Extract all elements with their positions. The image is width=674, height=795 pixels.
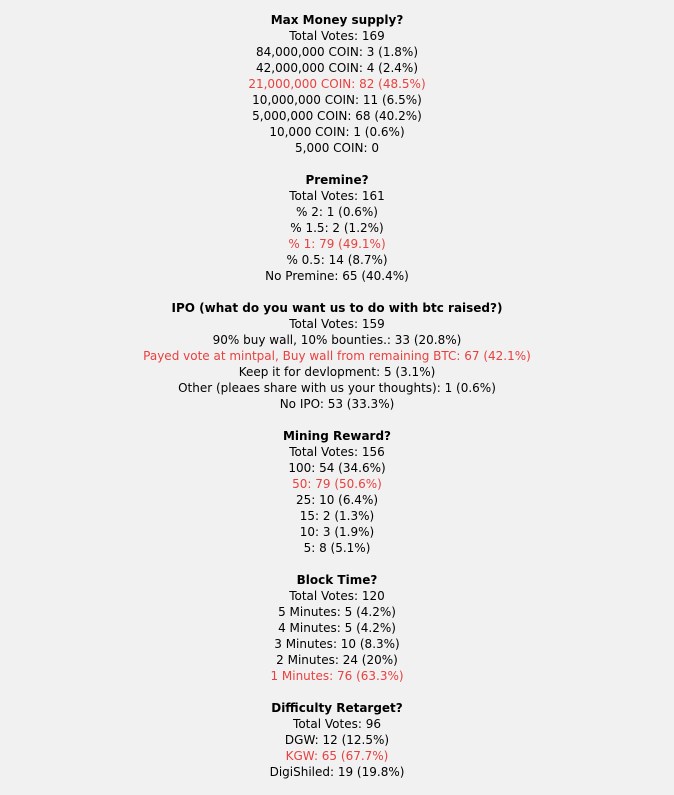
poll-total-votes: Total Votes: 161 (289, 189, 385, 203)
poll-option: 10,000 COIN: 1 (0.6%) (269, 125, 405, 139)
poll-option: DigiShiled: 19 (19.8%) (269, 765, 405, 779)
poll-option-winner: % 1: 79 (49.1%) (288, 237, 386, 251)
poll-option: No Premine: 65 (40.4%) (265, 269, 409, 283)
poll-title: Difficulty Retarget? (271, 701, 403, 715)
poll-option: 5,000 COIN: 0 (295, 141, 379, 155)
poll-title: Mining Reward? (282, 429, 392, 443)
poll-title: Max Money supply? (270, 13, 404, 27)
poll-option: 10: 3 (1.9%) (299, 525, 375, 539)
poll-title: IPO (what do you want us to do with btc raised?) (171, 301, 503, 315)
poll-title: Premine? (305, 173, 369, 187)
poll-difficulty-retarget (0, 700, 674, 780)
poll-option: 84,000,000 COIN: 3 (1.8%) (255, 45, 419, 59)
poll-option: 15: 2 (1.3%) (299, 509, 375, 523)
poll-option-winner: KGW: 65 (67.7%) (285, 749, 389, 763)
poll-option: DGW: 12 (12.5%) (284, 733, 390, 747)
poll-option: Keep it for devlopment: 5 (3.1%) (238, 365, 436, 379)
poll-option: 4 Minutes: 5 (4.2%) (278, 621, 396, 635)
poll-option: 42,000,000 COIN: 4 (2.4%) (255, 61, 419, 75)
poll-option: 5: 8 (5.1%) (303, 541, 371, 555)
poll-option: 10,000,000 COIN: 11 (6.5%) (252, 93, 422, 107)
poll-ipo (0, 300, 674, 412)
poll-option-winner: 50: 79 (50.6%) (292, 477, 382, 491)
poll-total-votes: Total Votes: 120 (289, 589, 385, 603)
poll-option-winner: 21,000,000 COIN: 82 (48.5%) (248, 77, 426, 91)
poll-option: No IPO: 53 (33.3%) (279, 397, 395, 411)
poll-total-votes: Total Votes: 96 (293, 717, 381, 731)
poll-max-money-supply (0, 12, 674, 156)
poll-option: 25: 10 (6.4%) (295, 493, 379, 507)
poll-option: % 0.5: 14 (8.7%) (286, 253, 388, 267)
poll-option: 90% buy wall, 10% bounties.: 33 (20.8%) (212, 333, 462, 347)
poll-option: Other (pleaes share with us your thoughts): 1 (0.6%) (178, 381, 496, 395)
poll-option-winner: Payed vote at mintpal, Buy wall from remaining BTC: 67 (42.1%) (143, 349, 531, 363)
poll-block-time (0, 572, 674, 684)
poll-option: 5,000,000 COIN: 68 (40.2%) (252, 109, 422, 123)
poll-option: 3 Minutes: 10 (8.3%) (274, 637, 400, 651)
poll-option: % 1.5: 2 (1.2%) (290, 221, 384, 235)
poll-total-votes: Total Votes: 159 (289, 317, 385, 331)
poll-option: 100: 54 (34.6%) (288, 461, 386, 475)
poll-option: % 2: 1 (0.6%) (295, 205, 378, 219)
poll-option-winner: 1 Minutes: 76 (63.3%) (270, 669, 404, 683)
poll-title: Block Time? (296, 573, 378, 587)
poll-total-votes: Total Votes: 169 (289, 29, 385, 43)
poll-option: 2 Minutes: 24 (20%) (276, 653, 398, 667)
poll-mining-reward (0, 428, 674, 556)
poll-premine (0, 172, 674, 284)
poll-option: 5 Minutes: 5 (4.2%) (278, 605, 396, 619)
poll-total-votes: Total Votes: 156 (289, 445, 385, 459)
